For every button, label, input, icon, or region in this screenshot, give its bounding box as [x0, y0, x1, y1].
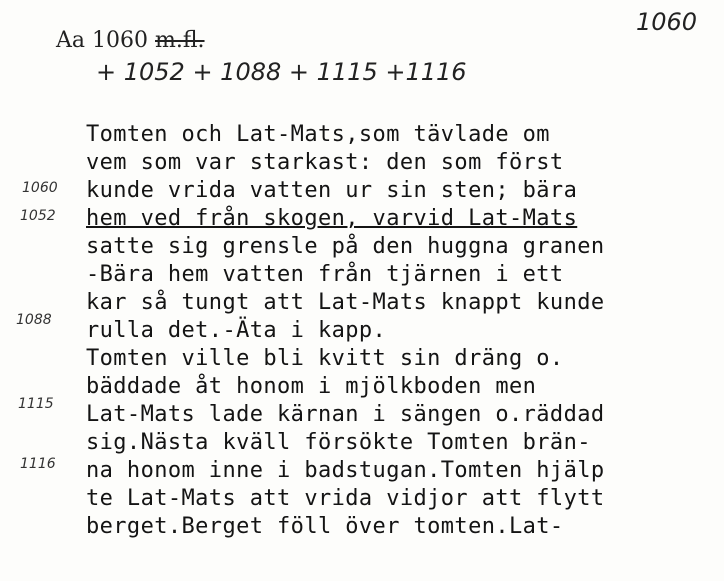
text-line: Tomten ville bli kvitt sin dräng o.: [86, 346, 564, 371]
archive-reference: [56, 28, 205, 53]
text-line: sig.Nästa kväll försökte Tomten brän-: [86, 430, 591, 455]
text-line: te Lat-Mats att vrida vidjor att flytt: [86, 486, 605, 511]
margin-note-1052: 1052: [20, 208, 56, 224]
text-line: Tomten och Lat-Mats,som tävlade om: [86, 122, 550, 147]
text-line: na honom inne i badstugan.Tomten hjälp: [86, 458, 605, 483]
text-line: Lat-Mats lade kärnan i sängen o.räddad: [86, 402, 605, 427]
margin-note-1088: 1088: [16, 312, 52, 328]
text-line: -Bära hem vatten från tjärnen i ett: [86, 262, 564, 287]
cross-references: + 1052 + 1088 + 1115 +1116: [96, 58, 467, 86]
text-line: rulla det.-Äta i kapp.: [86, 318, 387, 343]
margin-note-1116: 1116: [20, 456, 56, 472]
text-line: bäddade åt honom i mjölkboden men: [86, 374, 537, 399]
text-line: hem ved från skogen, varvid Lat-Mats: [86, 206, 578, 231]
archive-code-struck: m.fl.: [155, 28, 205, 53]
margin-note-1060: 1060: [22, 180, 58, 196]
archive-code: Aa 1060: [56, 28, 148, 53]
text-line: vem som var starkast: den som först: [86, 150, 564, 175]
text-line: berget.Berget föll över tomten.Lat-: [86, 514, 564, 539]
card-number: 1060: [636, 8, 698, 36]
text-line: satte sig grensle på den huggna granen: [86, 234, 605, 259]
text-line: kar så tungt att Lat-Mats knappt kunde: [86, 290, 605, 315]
margin-note-1115: 1115: [18, 396, 54, 412]
text-line: kunde vrida vatten ur sin sten; bära: [86, 178, 578, 203]
